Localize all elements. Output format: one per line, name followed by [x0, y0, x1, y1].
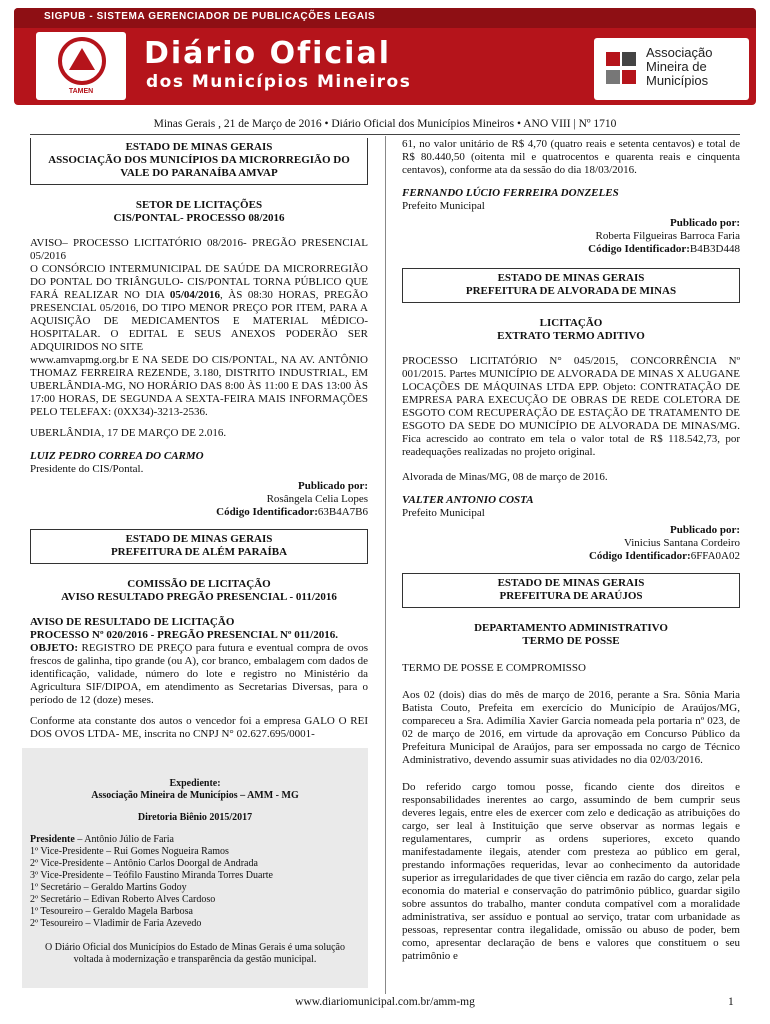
result-heading: AVISO DE RESULTADO DE LICITAÇÃO: [30, 616, 235, 628]
section-header-alvorada: ESTADO DE MINAS GERAIS PREFEITURA DE ALVORADA DE MINAS: [402, 268, 740, 303]
board-member: 1º Tesoureiro – Geraldo Magela Barbosa: [30, 906, 193, 917]
amm-line-3: Municípios: [646, 73, 709, 88]
board-member: 1º Vice-Presidente – Rui Gomes Nogueira Ramos: [30, 846, 229, 857]
notice-place-date: UBERLÂNDIA, 17 DE MARÇO DE 2.016.: [30, 427, 227, 439]
identifier-code: Código Identificador:B4B3D448: [588, 243, 740, 255]
publication-title: Diário Oficial: [144, 36, 391, 71]
left-column: [30, 138, 368, 741]
signatory-role: Prefeito Municipal: [402, 507, 485, 519]
masthead-strip-text: SIGPUB - SISTEMA GERENCIADOR DE PUBLICAÇÕES LEGAIS: [44, 11, 376, 22]
section-state: ESTADO DE MINAS GERAIS: [125, 141, 273, 153]
column-divider: [385, 136, 386, 994]
section-subtitle: EXTRATO TERMO ADITIVO: [497, 330, 645, 342]
board-member: 2º Tesoureiro – Vladimir de Faria Azevedo: [30, 918, 202, 929]
section-header-alem-paraiba: ESTADO DE MINAS GERAIS PREFEITURA DE ALÉM PARAÍBA: [30, 529, 368, 564]
published-by-label: Publicado por:: [298, 480, 368, 492]
footer-url[interactable]: www.diariomunicipal.com.br/amm-mg: [295, 996, 475, 1008]
board-president: Presidente – Antônio Júlio de Faria: [30, 834, 174, 845]
notice-body: AVISO– PROCESSO LICITATÓRIO 08/2016- PREGÃO PRESENCIAL 05/2016 O CONSÓRCIO INTERMUNICIPAL DE SAÚDE DA MICRORREGIÃO DO PONTAL DO TRIÂNGULO- CIS/PONTAL TORNA PÚBLICO QUE FARÁ REALIZAR NO DIA 05/04/2016, ÀS 08:30 HORAS, PREGÃO PRESENCIAL 05/2016, DO TIPO MENOR PREÇO POR ITEM, PARA A AQUISIÇÃO DE MEDICAMENTOS E MATERIAL MÉDICO-HOSPITALAR. O EDITAL E SEUS ANEXOS PODERÃO SER ADQUIRIDOS NO SITE www.amvapmg.org.br E NA SEDE DO CIS/PONTAL, NA AV. ANTÔNIO THOMAZ FERREIRA REZENDE, 3.180, DISTRITO INDUSTRIAL, EM UBERLÂNDIA-MG, NO HORÁRIO DAS 8:00 ÀS 11:00 E DAS 13:00 ÀS 17:00 HORAS, DE SEGUNDA A SEXTA-FEIRA MAIS INFORMAÇÕES PELO TELEFAX: (0XX34)-3213-2536.: [30, 237, 368, 418]
section-title: LICITAÇÃO: [539, 317, 603, 329]
result-body: Conforme ata constante dos autos o vencedor foi a empresa GALO O REI DOS OVOS LTDA- ME, inscrita no CNPJ N° 02.627.695/0001-: [30, 715, 368, 740]
expediente-box: [22, 748, 368, 988]
masthead-strip: [14, 8, 756, 28]
posse-heading: TERMO DE POSSE E COMPROMISSO: [402, 662, 586, 674]
posse-paragraph-2: Do referido cargo tomou posse, ficando ciente dos direitos e responsabilidades inerentes ao cargo, assumindo de bem cumprir seus deveres legais, entre eles de exercer com zelo e dedicação as atribuições do cargo, ser leal à Instituição que serve observar as normas legais e regulamentares, cumprir as ordens superiores, exceto quando manifestadamente ilegais, atender com presteza ao público em geral, prestando informações requeridas, levar ao conhecimento da autoridade superior as irregularidades de que tiver ciência em razão do cargo, zelar pela economia do material e conservação do patrimônio público, guardar sigilo sobre assuntos do trabalho, manter conduta compatível com a moralidade administrativa, ser assíduo e pontual ao serviço, tratar com urbanidade as pessoas, representar contra ilegalidade, omissão ou abuso de poder, bem como, apresentar declaração de bens e valores que constituem o seu patrimônio e: [402, 781, 740, 962]
posse-paragraph-1: Aos 02 (dois) dias do mês de março de 2016, perante a Sra. Sônia Maria Batista Couto, Prefeita em exercício do Município de Araújos/MG, compareceu a Sra. Adimília Xavier Garcia nomeada pela portaria nº 023, de 02 de março de 2016, em virtude da aprovação em Concurso Público da Prefeitura Municipal de Araújos, para ser empossada no cargo de Técnico Administrativo, devendo assumir suas atividades no dia 02/03/2016.: [402, 689, 740, 766]
dateline: Minas Gerais , 21 de Março de 2016 • Diário Oficial dos Municípios Mineiros • ANO VIII | Nº 1710: [153, 118, 617, 130]
expediente-board: Diretoria Biênio 2015/2017: [137, 812, 253, 823]
section-entity: ASSOCIAÇÃO DOS MUNICÍPIOS DA MICRORREGIÃO DO VALE DO PARANAÍBA AMVAP: [48, 154, 350, 179]
expediente-title: Expediente:: [169, 778, 221, 789]
board-member: 3º Vice-Presidente – Teófilo Faustino Miranda Torres Duarte: [30, 870, 273, 881]
state-seal-logo: [36, 32, 126, 100]
header-rule: [30, 134, 740, 135]
result-object: OBJETO: REGISTRO DE PREÇO para futura e eventual compra de ovos frescos de galinha, tipo grande (ou A), cor branco, embalagem com dados de identificação, validade, número do lote e registro no Ministério da Agricultura SIF/DIPOA, em atendimento as Secretarias Diversas, para o período de 12 (doze) meses.: [30, 642, 368, 706]
section-subtitle: TERMO DE POSSE: [522, 635, 620, 647]
signatory-role: Presidente do CIS/Pontal.: [30, 463, 144, 475]
extract-body: PROCESSO LICITATÓRIO N° 045/2015, CONCORRÊNCIA Nº 001/2015. Partes MUNICÍPIO DE ALVORADA DE MINAS X ALUGANE LOCAÇÕES DE MÁQUINAS LTDA EPP. Objeto: CONTRATAÇÃO DE EMPRESA PARA EXECUÇÃO DE OBRAS DE REDE COLETORA DE ESGOTO COM RECUPERAÇÃO DE ESTAÇÃO DE TRATAMENTO DE ESGOTO DA SEDE DO MUNICÍPIO DE ALVORADA DE MINAS/MG. Fica acrescido ao contrato em tela o valor total de R$ 118.542,73, por readequações realizadas no projeto original.: [402, 355, 740, 458]
published-by-name: Rosângela Celia Lopes: [266, 493, 368, 505]
published-by-label: Publicado por:: [670, 524, 740, 536]
amm-mark-icon: [604, 48, 638, 90]
section-header-amvap: [30, 138, 368, 185]
published-by-label: Publicado por:: [670, 217, 740, 229]
seal-text: TAMEN: [68, 88, 94, 95]
extract-place-date: Alvorada de Minas/MG, 08 de março de 2016.: [402, 471, 608, 483]
expediente-note: O Diário Oficial dos Municípios do Estado de Minas Gerais é uma solução voltada à modernização e transparência da gestão municipal.: [45, 942, 345, 965]
signatory-role: Prefeito Municipal: [402, 200, 485, 212]
board-member: 2º Secretário – Edivan Roberto Alves Cardoso: [30, 894, 216, 905]
amm-logo-text: [646, 46, 712, 88]
identifier-code: Código Identificador:6FFA0A02: [588, 550, 740, 562]
expediente-org: Associação Mineira de Municípios – AMM - MG: [91, 790, 299, 801]
result-process: PROCESSO Nº 020/2016 - PREGÃO PRESENCIAL Nº 011/2016.: [30, 629, 338, 641]
page-number: 1: [728, 996, 734, 1008]
section-subtitle: CIS/PONTAL- PROCESSO 08/2016: [113, 212, 285, 224]
section-subtitle: AVISO RESULTADO PREGÃO PRESENCIAL - 011/2016: [61, 591, 337, 603]
amm-logo: [594, 38, 749, 100]
signatory-name: VALTER ANTONIO COSTA: [402, 494, 534, 506]
section-title: SETOR DE LICITAÇÕES: [135, 199, 263, 211]
board-member: 2º Vice-Presidente – Antônio Carlos Doorgal de Andrada: [30, 858, 258, 869]
published-by-name: Roberta Filgueiras Barroca Faria: [595, 230, 740, 242]
right-column: [402, 138, 740, 963]
amm-line-2: Mineira de: [646, 59, 707, 74]
signatory-name: LUIZ PEDRO CORREA DO CARMO: [30, 450, 204, 462]
signatory-name: FERNANDO LÚCIO FERREIRA DONZELES: [402, 187, 619, 199]
section-title: DEPARTAMENTO ADMINISTRATIVO: [474, 622, 668, 634]
publication-subtitle: dos Municípios Mineiros: [146, 72, 412, 92]
masthead: [14, 8, 756, 105]
amm-line-1: Associação: [646, 45, 713, 60]
section-header-araujos: ESTADO DE MINAS GERAIS PREFEITURA DE ARAÚJOS: [402, 573, 740, 608]
result-body-continued: 61, no valor unitário de R$ 4,70 (quatro reais e setenta centavos) e total de R$ 80.440,50 (oitenta mil e quatrocentos e quarenta reais e cinquenta centavos), conforme ata da sessão do dia 18/03/2016.: [402, 138, 740, 176]
published-by-name: Vinicius Santana Cordeiro: [623, 537, 740, 549]
section-title: COMISSÃO DE LICITAÇÃO: [127, 578, 271, 590]
seal-triangle-icon: [69, 48, 95, 70]
identifier-code: Código Identificador:63B4A7B6: [216, 506, 368, 518]
board-member: 1º Secretário – Geraldo Martins Godoy: [30, 882, 187, 893]
